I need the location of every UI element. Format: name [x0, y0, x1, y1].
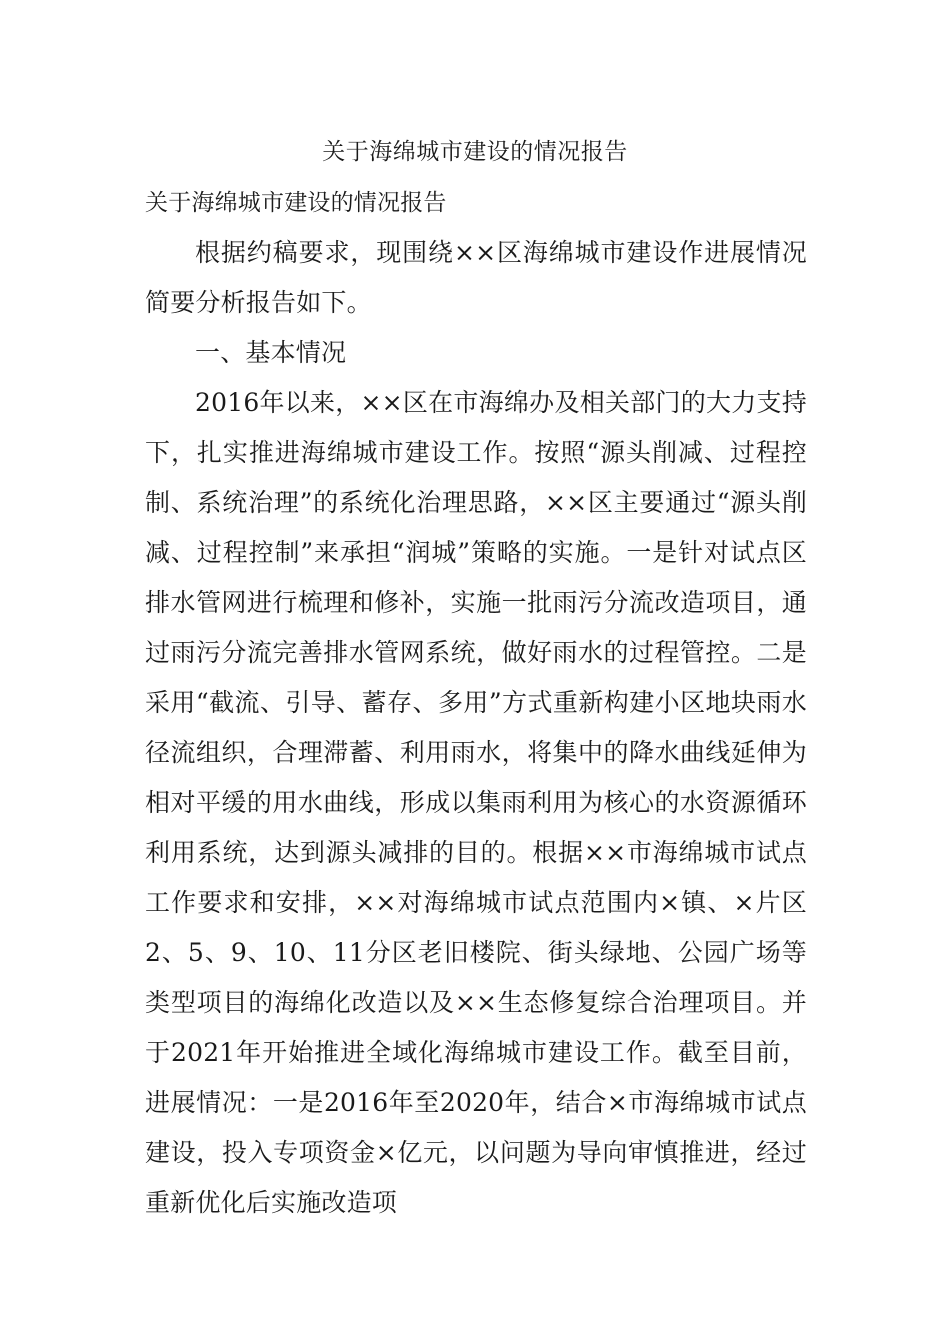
document-subtitle: 关于海绵城市建设的情况报告: [145, 190, 447, 216]
section-heading: 一、基本情况: [195, 338, 347, 367]
intro-paragraph: 根据约稿要求，现围绕××区海绵城市建设作进展情况简要分析报告如下。: [145, 238, 807, 317]
body-paragraph: 2016年以来，××区在市海绵办及相关部门的大力支持下，扎实推进海绵城市建设工作。按照“源头削减、过程控制、系统治理”的系统化治理思路，××区主要通过“源头削减、过程控制”来承担“润城”策略的实施。一是针对试点区排水管网进行梳理和修补，实施一批雨污分流改造项目，通过雨污分流完善排水管网系统，做好雨水的过程管控。二是采用“截流、引导、蓄存、多用”方式重新构建小区地块雨水径流组织，合理滞蓄、利用雨水，将集中的降水曲线延伸为相对平缓的用水曲线，形成以集雨利用为核心的水资源循环利用系统，达到源头减排的目的。根据××市海绵城市试点工作要求和安排，××对海绵城市试点范围内×镇、×片区2、5、9、10、11分区老旧楼院、街头绿地、公园广场等类型项目的海绵化改造以及××生态修复综合治理项目。并于2021年开始推进全域化海绵城市建设工作。截至目前，进展情况：一是2016年至2020年，结合×市海绵城市试点建设，投入专项资金×亿元，以问题为导向审慎推进，经过重新优化后实施改造项: [145, 388, 807, 1217]
document-body: [145, 178, 807, 1228]
document-title: 关于海绵城市建设的情况报告: [322, 139, 628, 165]
